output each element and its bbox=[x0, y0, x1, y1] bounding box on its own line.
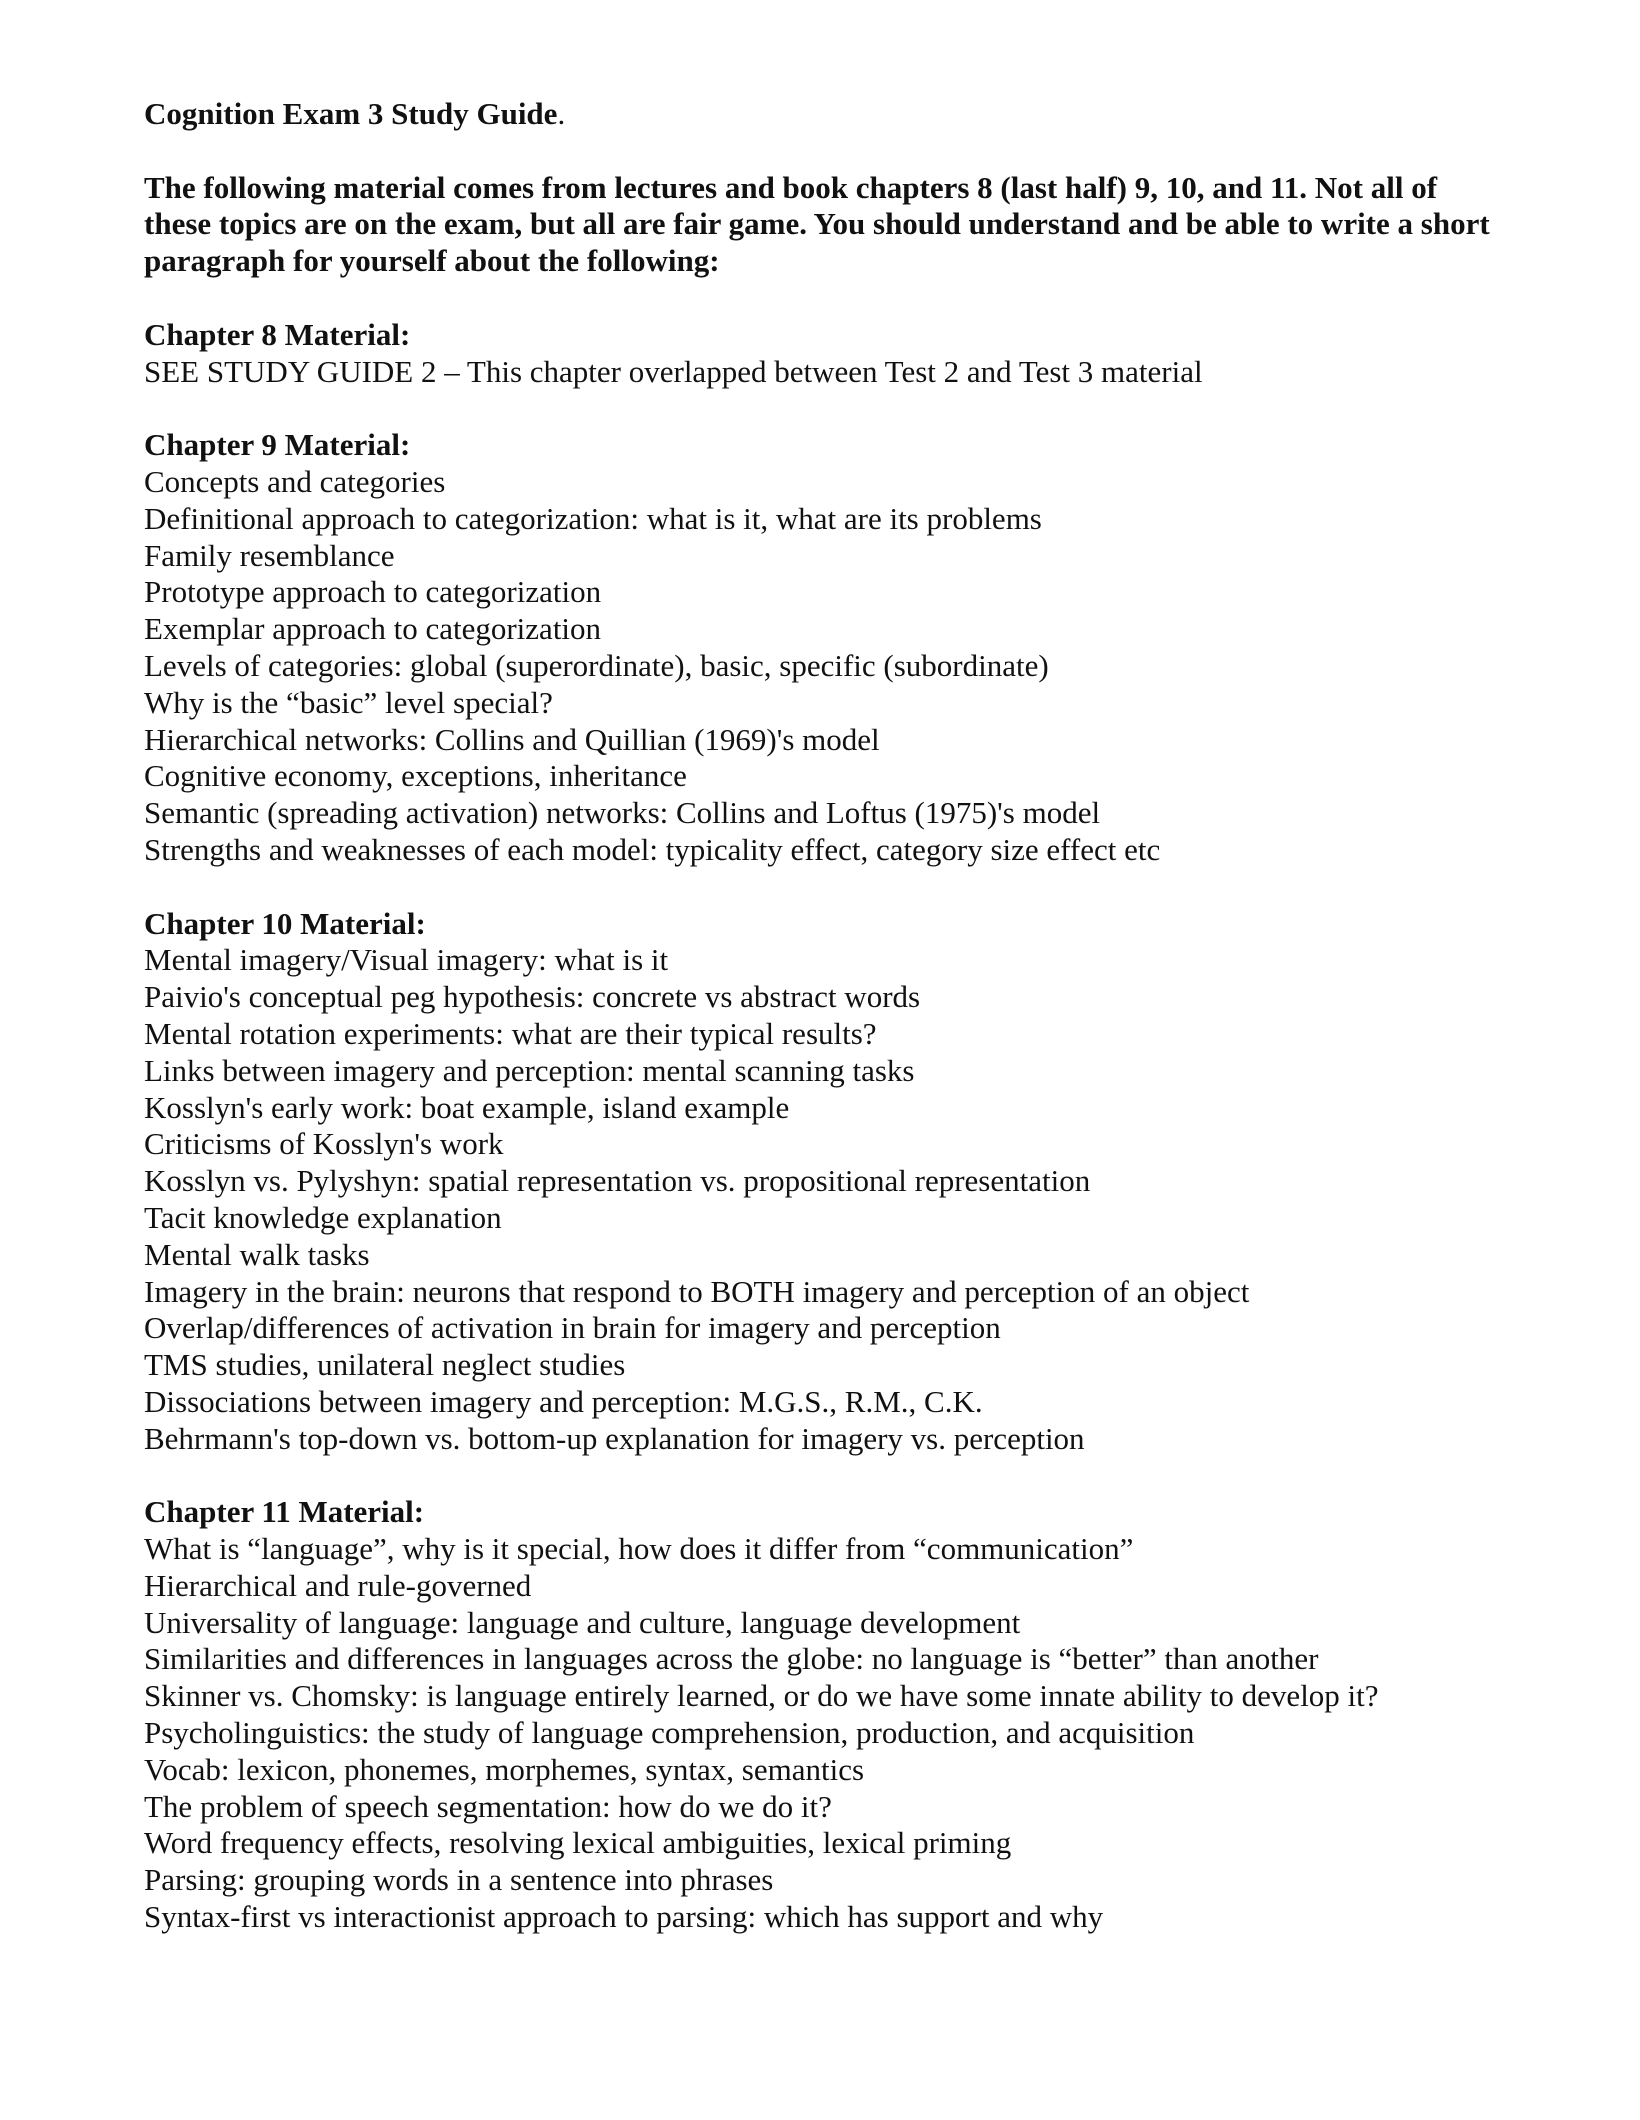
topic-item: Semantic (spreading activation) networks: Collins and Loftus (1975)'s model bbox=[144, 795, 1101, 831]
document-title-punct: . bbox=[557, 96, 566, 131]
topic-item: Prototype approach to categorization bbox=[144, 574, 602, 610]
topic-item: Tacit knowledge explanation bbox=[144, 1199, 502, 1235]
document-page bbox=[144, 96, 1504, 1936]
topic-item: Hierarchical networks: Collins and Quillian (1969)'s model bbox=[144, 721, 880, 757]
topic-item: Word frequency effects, resolving lexical ambiguities, lexical priming bbox=[144, 1825, 1012, 1861]
topic-item: Kosslyn's early work: boat example, island example bbox=[144, 1089, 790, 1125]
topic-item: Universality of language: language and culture, language development bbox=[144, 1604, 1021, 1640]
document-intro: The following material comes from lectures and book chapters 8 (last half) 9, 10, and 11. Not all of these topics are on the exam, but all are fair game. You should understand and be able to write a short paragraph for yourself about the following: bbox=[144, 169, 1490, 279]
document-title bbox=[144, 96, 1504, 133]
topic-item: Skinner vs. Chomsky: is language entirely learned, or do we have some innate ability to develop it? bbox=[144, 1678, 1379, 1714]
topic-item: Mental walk tasks bbox=[144, 1236, 370, 1272]
topic-item: Concepts and categories bbox=[144, 463, 446, 499]
chapter-section bbox=[144, 317, 1504, 391]
section-heading: Chapter 11 Material: bbox=[144, 1494, 425, 1530]
topic-list bbox=[144, 942, 1504, 1457]
section-heading: Chapter 10 Material: bbox=[144, 905, 426, 941]
topic-item: Mental imagery/Visual imagery: what is it bbox=[144, 942, 669, 978]
topic-item: Behrmann's top-down vs. bottom-up explanation for imagery vs. perception bbox=[144, 1420, 1085, 1456]
topic-item: Imagery in the brain: neurons that respond to BOTH imagery and perception of an object bbox=[144, 1273, 1250, 1309]
topic-item: Vocab: lexicon, phonemes, morphemes, syntax, semantics bbox=[144, 1751, 865, 1787]
topic-item: Dissociations between imagery and perception: M.G.S., R.M., C.K. bbox=[144, 1383, 983, 1419]
topic-item: Links between imagery and perception: mental scanning tasks bbox=[144, 1052, 915, 1088]
document-title-text: Cognition Exam 3 Study Guide bbox=[144, 96, 558, 131]
topic-item: Strengths and weaknesses of each model: typicality effect, category size effect etc bbox=[144, 831, 1161, 867]
topic-list bbox=[144, 464, 1504, 869]
topic-item: Exemplar approach to categorization bbox=[144, 611, 602, 647]
section-heading: Chapter 9 Material: bbox=[144, 427, 411, 463]
topic-item: SEE STUDY GUIDE 2 – This chapter overlapped between Test 2 and Test 3 material bbox=[144, 353, 1203, 389]
chapter-section bbox=[144, 1494, 1504, 1936]
chapter-section bbox=[144, 427, 1504, 869]
topic-list bbox=[144, 1531, 1504, 1936]
topic-item: What is “language”, why is it special, how does it differ from “communication” bbox=[144, 1531, 1134, 1567]
topic-item: Mental rotation experiments: what are their typical results? bbox=[144, 1015, 877, 1051]
topic-item: Why is the “basic” level special? bbox=[144, 684, 553, 720]
topic-item: Hierarchical and rule-governed bbox=[144, 1567, 532, 1603]
sections-container bbox=[144, 317, 1504, 1936]
topic-item: Similarities and differences in languages across the globe: no language is “better” than another bbox=[144, 1641, 1319, 1677]
topic-item: Overlap/differences of activation in brain for imagery and perception bbox=[144, 1310, 1001, 1346]
topic-item: Definitional approach to categorization: what is it, what are its problems bbox=[144, 500, 1042, 536]
chapter-section bbox=[144, 906, 1504, 1458]
topic-item: The problem of speech segmentation: how do we do it? bbox=[144, 1788, 832, 1824]
topic-list bbox=[144, 354, 1504, 391]
topic-item: Syntax-first vs interactionist approach to parsing: which has support and why bbox=[144, 1899, 1104, 1935]
topic-item: Cognitive economy, exceptions, inheritance bbox=[144, 758, 687, 794]
topic-item: Psycholinguistics: the study of language comprehension, production, and acquisition bbox=[144, 1715, 1195, 1751]
topic-item: Family resemblance bbox=[144, 537, 395, 573]
topic-item: Levels of categories: global (superordinate), basic, specific (subordinate) bbox=[144, 647, 1049, 683]
topic-item: Kosslyn vs. Pylyshyn: spatial representation vs. propositional representation bbox=[144, 1163, 1091, 1199]
topic-item: Criticisms of Kosslyn's work bbox=[144, 1126, 504, 1162]
topic-item: Parsing: grouping words in a sentence into phrases bbox=[144, 1862, 774, 1898]
topic-item: Paivio's conceptual peg hypothesis: concrete vs abstract words bbox=[144, 979, 921, 1015]
topic-item: TMS studies, unilateral neglect studies bbox=[144, 1347, 626, 1383]
section-heading: Chapter 8 Material: bbox=[144, 316, 411, 352]
